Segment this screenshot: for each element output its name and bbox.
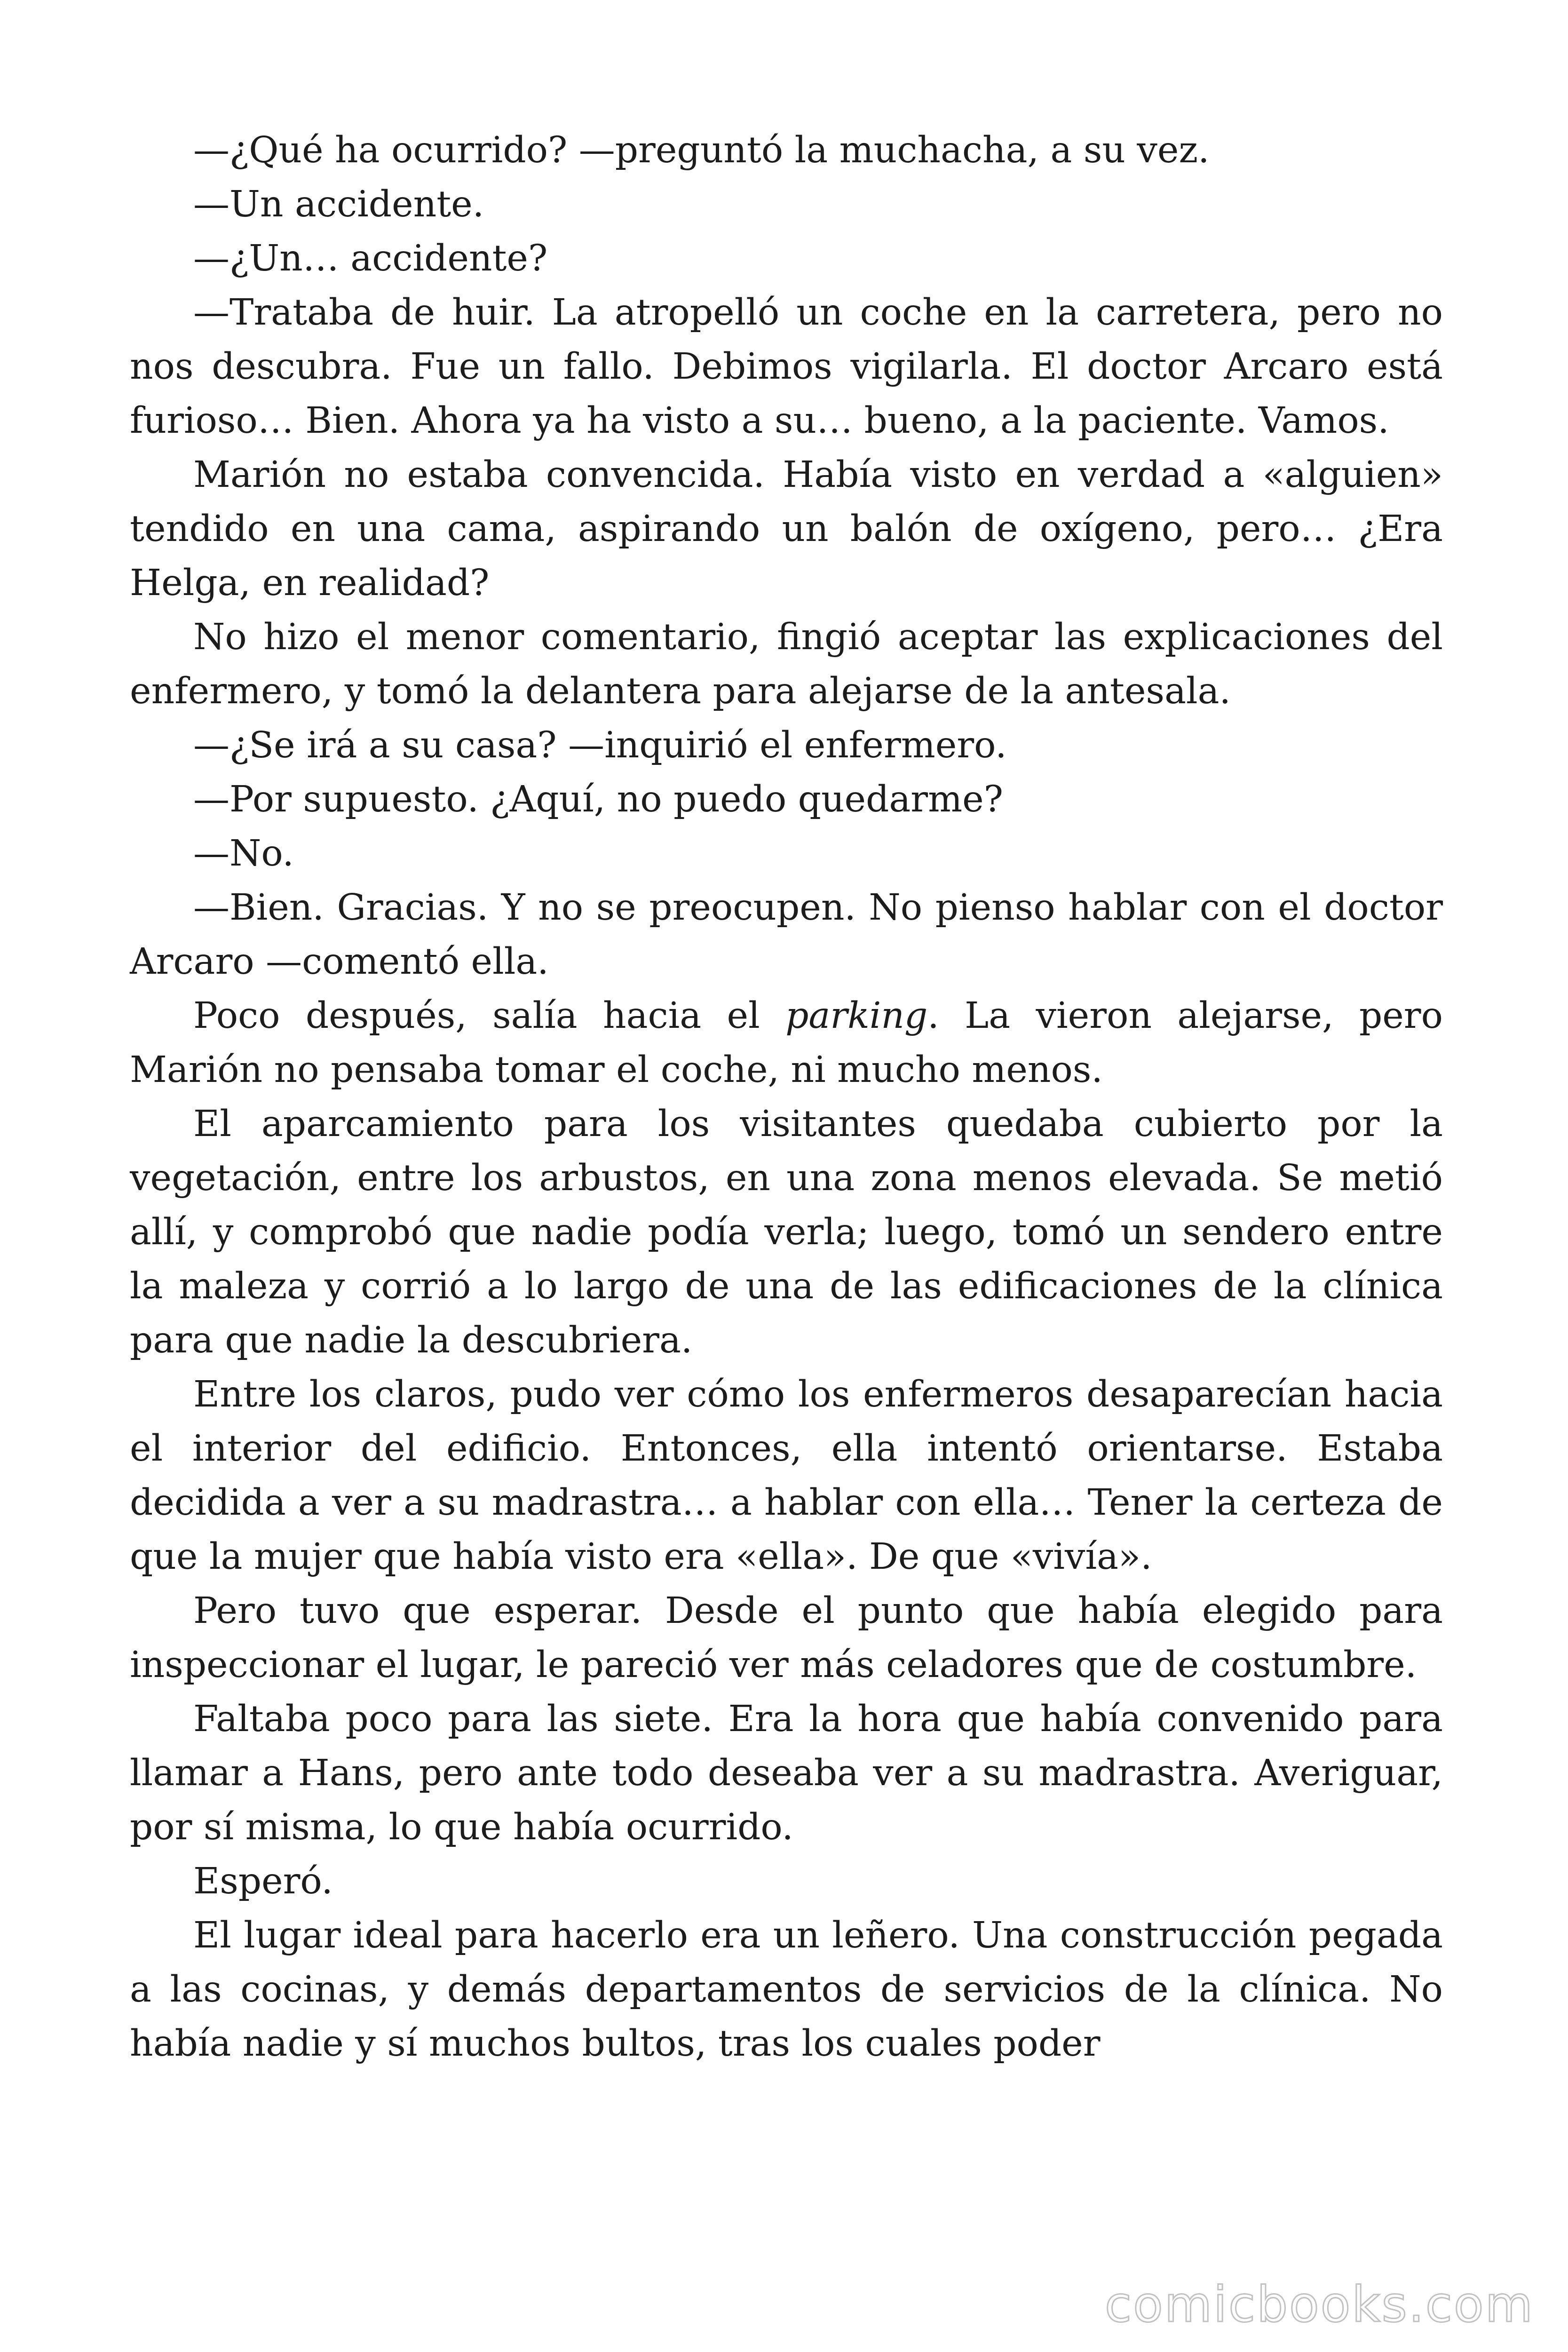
paragraph: —¿Un… accidente?: [193, 238, 548, 279]
paragraph-text: Poco después, salía hacia el: [193, 995, 786, 1037]
paragraph: Entre los claros, pudo ver cómo los enfermeros desaparecían hacia el interior del edificio. Entonces, ella intentó orientarse. Estaba decidida a ver a su madrastra… a hablar con ella… Tener la certeza de que la mujer que había visto era «ella». De que «vivía».: [130, 1374, 1443, 1578]
paragraph: Marión no estaba convencida. Había visto en verdad a «alguien» tendido en una cama, aspirando un balón de oxígeno, pero… ¿Era Helga, en realidad?: [130, 454, 1443, 604]
page-body: [130, 123, 1443, 2071]
paragraph: El lugar ideal para hacerlo era un leñero. Una construcción pegada a las cocinas, y demás departamentos de servicios de la clínica. No había nadie y sí muchos bultos, tras los cuales poder: [130, 1915, 1443, 2065]
paragraph: Faltaba poco para las siete. Era la hora que había convenido para llamar a Hans, pero ante todo deseaba ver a su madrastra. Averiguar, por sí misma, lo que había ocurrido.: [130, 1698, 1443, 1848]
paragraph: El aparcamiento para los visitantes quedaba cubierto por la vegetación, entre los arbustos, en una zona menos elevada. Se metió allí, y comprobó que nadie podía verla; luego, tomó un sendero entre la maleza y corrió a lo largo de una de las edificaciones de la clínica para que nadie la descubriera.: [130, 1103, 1443, 1361]
paragraph: —¿Se irá a su casa? —inquirió el enfermero.: [193, 724, 1007, 766]
italic-word: parking: [785, 995, 928, 1037]
paragraph: Esperó.: [193, 1860, 333, 1902]
paragraph-text: . La vieron alejarse, pero Marión no pensaba tomar el coche, ni mucho menos.: [130, 995, 1443, 1091]
paragraph: —Un accidente.: [193, 183, 484, 225]
paragraph: —No.: [193, 833, 294, 874]
paragraph: —Bien. Gracias. Y no se preocupen. No pienso hablar con el doctor Arcaro —comentó ella.: [130, 887, 1443, 983]
paragraph: —¿Qué ha ocurrido? —preguntó la muchacha, a su vez.: [193, 129, 1210, 171]
paragraph: No hizo el menor comentario, fingió aceptar las explicaciones del enfermero, y tomó la delantera para alejarse de la antesala.: [130, 616, 1443, 712]
watermark: comicbooks.com: [1104, 2276, 1534, 2333]
paragraph: [130, 989, 1443, 1097]
paragraph: —Trataba de huir. La atropelló un coche en la carretera, pero no nos descubra. Fue un fallo. Debimos vigilarla. El doctor Arcaro está furioso… Bien. Ahora ya ha visto a su… bueno, a la paciente. Vamos.: [130, 292, 1443, 442]
paragraph: Pero tuvo que esperar. Desde el punto que había elegido para inspeccionar el lugar, le pareció ver más celadores que de costumbre.: [130, 1590, 1443, 1686]
paragraph: —Por supuesto. ¿Aquí, no puedo quedarme?: [193, 779, 1003, 820]
